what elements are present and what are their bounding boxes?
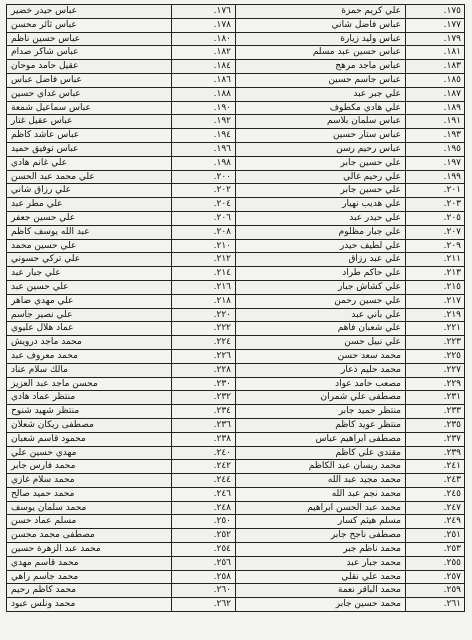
left-name-cell: علي حسين جعفر <box>7 212 172 225</box>
table-row <box>7 447 465 461</box>
left-name-cell: عماد هلال عليوي <box>7 322 172 335</box>
left-name-cell: محمد ماجد درويش <box>7 336 172 349</box>
right-name-cell: علي شعبان فاهم <box>236 322 406 335</box>
right-number-cell: ١٧٧. <box>406 19 465 32</box>
right-name-cell: علي نبيل حسن <box>236 336 406 349</box>
right-name-cell: محمد الباقر نعمة <box>236 584 406 597</box>
table-row <box>7 309 465 323</box>
right-name-cell: منتظر عويد كاظم <box>236 419 406 432</box>
right-name-cell: مصطفى علي شمران <box>236 391 406 404</box>
left-number-cell: ٢٣٨. <box>172 433 236 446</box>
left-name-cell: عباس عقيل غتار <box>7 115 172 128</box>
left-number-cell: ٢٥٠. <box>172 515 236 528</box>
left-number-cell: ٢٠٨. <box>172 226 236 239</box>
table-row <box>7 33 465 47</box>
right-name-cell: محمد حسين جابر <box>236 598 406 611</box>
left-name-cell: محمد فارس جابر <box>7 460 172 473</box>
left-number-cell: ٢٦٢. <box>172 598 236 611</box>
right-number-cell: ٢٣٩. <box>406 447 465 460</box>
right-name-cell: علي هديب نهيار <box>236 198 406 211</box>
right-name-cell: علي جبر عبد <box>236 88 406 101</box>
left-name-cell: علي غانم هادي <box>7 157 172 170</box>
left-number-cell: ١٨٤. <box>172 60 236 73</box>
table-row <box>7 336 465 350</box>
right-number-cell: ٢٣١. <box>406 391 465 404</box>
left-number-cell: ٢٢٢. <box>172 322 236 335</box>
left-number-cell: ٢٣٢. <box>172 391 236 404</box>
left-name-cell: عباس حيدر خضير <box>7 5 172 18</box>
right-name-cell: علي لطيف حيدر <box>236 240 406 253</box>
left-name-cell: منتظر شهيد شنوح <box>7 405 172 418</box>
right-name-cell: عباس سلمان بلاسم <box>236 115 406 128</box>
left-name-cell: محمد عبد الزهرة حسين <box>7 543 172 556</box>
left-name-cell: محمد سلمان يوسف <box>7 502 172 515</box>
left-name-cell: عباس غداي حسين <box>7 88 172 101</box>
right-number-cell: ١٩٩. <box>406 171 465 184</box>
left-number-cell: ٢٠٠. <box>172 171 236 184</box>
table-row <box>7 19 465 33</box>
left-number-cell: ١٩٨. <box>172 157 236 170</box>
table-row <box>7 474 465 488</box>
left-name-cell: محمد معروف عبد <box>7 350 172 363</box>
right-name-cell: مصطفى ابراهيم عباس <box>236 433 406 446</box>
right-number-cell: ١٨١. <box>406 46 465 59</box>
left-number-cell: ١٧٦. <box>172 5 236 18</box>
table-row <box>7 212 465 226</box>
table-row <box>7 322 465 336</box>
right-name-cell: محمد نجم عبد الله <box>236 488 406 501</box>
left-name-cell: علي مهدي ضاهر <box>7 295 172 308</box>
right-name-cell: علي كشاش جبار <box>236 281 406 294</box>
left-name-cell: علي حسين عبد <box>7 281 172 294</box>
right-name-cell: محمد عبد الحسن ابراهيم <box>236 502 406 515</box>
right-number-cell: ٢٤٩. <box>406 515 465 528</box>
table-row <box>7 571 465 585</box>
right-number-cell: ١٩٣. <box>406 129 465 142</box>
right-name-cell: علي رحيم غالي <box>236 171 406 184</box>
right-number-cell: ٢٥٩. <box>406 584 465 597</box>
right-name-cell: عباس رحيم رسن <box>236 143 406 156</box>
right-number-cell: ٢٥٥. <box>406 557 465 570</box>
left-name-cell: عباس ثائر محسن <box>7 19 172 32</box>
right-number-cell: ٢٢٣. <box>406 336 465 349</box>
left-name-cell: مهدي حسين علي <box>7 447 172 460</box>
table-row <box>7 46 465 60</box>
right-name-cell: علي حسين جابر <box>236 184 406 197</box>
right-name-cell: علي باني عبد <box>236 309 406 322</box>
left-number-cell: ٢٤٨. <box>172 502 236 515</box>
left-name-cell: مسلم عماد حسن <box>7 515 172 528</box>
table-row <box>7 584 465 598</box>
left-number-cell: ١٩٤. <box>172 129 236 142</box>
table-row <box>7 488 465 502</box>
table-row <box>7 143 465 157</box>
left-number-cell: ١٩٦. <box>172 143 236 156</box>
right-name-cell: علي عبد رزاق <box>236 253 406 266</box>
right-number-cell: ٢٠٩. <box>406 240 465 253</box>
left-number-cell: ٢٥٨. <box>172 571 236 584</box>
right-number-cell: ٢٣٧. <box>406 433 465 446</box>
left-name-cell: عباس فاضل عباس <box>7 74 172 87</box>
right-name-cell: مصطفى ناجح جابر <box>236 529 406 542</box>
right-number-cell: ٢١٧. <box>406 295 465 308</box>
right-number-cell: ٢٥١. <box>406 529 465 542</box>
left-number-cell: ٢٥٢. <box>172 529 236 542</box>
right-name-cell: علي حاكم طراد <box>236 267 406 280</box>
right-number-cell: ١٨٧. <box>406 88 465 101</box>
left-number-cell: ٢٢٦. <box>172 350 236 363</box>
left-name-cell: علي رزاق شاني <box>7 184 172 197</box>
table-row <box>7 419 465 433</box>
left-name-cell: عباس سماعيل شمعة <box>7 102 172 115</box>
right-number-cell: ٢٢٥. <box>406 350 465 363</box>
table-row <box>7 5 465 19</box>
table-row <box>7 74 465 88</box>
left-name-cell: علي جبار عبد <box>7 267 172 280</box>
right-name-cell: عباس جاسم حسين <box>236 74 406 87</box>
right-number-cell: ٢٠٧. <box>406 226 465 239</box>
right-number-cell: ٢٥٧. <box>406 571 465 584</box>
left-name-cell: محمد سلام غازي <box>7 474 172 487</box>
left-name-cell: محمود قاسم شعبان <box>7 433 172 446</box>
left-name-cell: محمد جاسم راهي <box>7 571 172 584</box>
table-row <box>7 171 465 185</box>
left-number-cell: ٢٣٠. <box>172 378 236 391</box>
left-name-cell: محمد حميد صالح <box>7 488 172 501</box>
table-row <box>7 115 465 129</box>
left-name-cell: محمد ونلس عبود <box>7 598 172 611</box>
left-number-cell: ١٧٨. <box>172 19 236 32</box>
right-number-cell: ٢١٩. <box>406 309 465 322</box>
left-number-cell: ٢١٤. <box>172 267 236 280</box>
right-number-cell: ٢٢١. <box>406 322 465 335</box>
right-name-cell: علي حيدر عبد <box>236 212 406 225</box>
right-name-cell: منتظر حميد جابر <box>236 405 406 418</box>
left-number-cell: ٢١٢. <box>172 253 236 266</box>
left-number-cell: ٢٥٤. <box>172 543 236 556</box>
table-row <box>7 460 465 474</box>
left-name-cell: مصطفى ريكان شعلان <box>7 419 172 432</box>
left-number-cell: ٢١٦. <box>172 281 236 294</box>
left-name-cell: مصطفى محمد محسن <box>7 529 172 542</box>
right-name-cell: مصعب حامد عواد <box>236 378 406 391</box>
right-number-cell: ٢٦١. <box>406 598 465 611</box>
right-name-cell: عباس ستار حسين <box>236 129 406 142</box>
left-name-cell: عباس شاكر صدام <box>7 46 172 59</box>
left-number-cell: ٢٢٨. <box>172 364 236 377</box>
left-number-cell: ٢٤٢. <box>172 460 236 473</box>
left-name-cell: علي نصير جاسم <box>7 309 172 322</box>
right-number-cell: ٢٠١. <box>406 184 465 197</box>
right-number-cell: ٢٣٥. <box>406 419 465 432</box>
left-name-cell: عباس توفيق حميد <box>7 143 172 156</box>
names-table <box>6 4 465 612</box>
right-name-cell: عباس فاضل شاني <box>236 19 406 32</box>
right-name-cell: مقتدى علي كاظم <box>236 447 406 460</box>
table-row <box>7 281 465 295</box>
table-row <box>7 198 465 212</box>
left-number-cell: ٢١٨. <box>172 295 236 308</box>
table-row <box>7 557 465 571</box>
right-number-cell: ١٩٧. <box>406 157 465 170</box>
right-number-cell: ٢١٥. <box>406 281 465 294</box>
left-name-cell: عباس عاشد كاظم <box>7 129 172 142</box>
right-number-cell: ١٧٥. <box>406 5 465 18</box>
left-number-cell: ١٨٢. <box>172 46 236 59</box>
left-name-cell: محمد قاسم مهدي <box>7 557 172 570</box>
right-number-cell: ٢٤٥. <box>406 488 465 501</box>
table-row <box>7 253 465 267</box>
left-number-cell: ١٩٠. <box>172 102 236 115</box>
right-number-cell: ١٨٥. <box>406 74 465 87</box>
left-name-cell: علي محمد عبد الحسن <box>7 171 172 184</box>
left-number-cell: ٢٤٦. <box>172 488 236 501</box>
table-row <box>7 226 465 240</box>
table-row <box>7 405 465 419</box>
right-number-cell: ٢١٣. <box>406 267 465 280</box>
table-row <box>7 240 465 254</box>
right-number-cell: ٢٢٧. <box>406 364 465 377</box>
right-number-cell: ١٨٩. <box>406 102 465 115</box>
right-name-cell: عباس ماجد مرهج <box>236 60 406 73</box>
right-number-cell: ١٨٣. <box>406 60 465 73</box>
table-row <box>7 515 465 529</box>
left-name-cell: علي حسين محمد <box>7 240 172 253</box>
left-name-cell: عقيل حامد موحان <box>7 60 172 73</box>
left-number-cell: ١٨٠. <box>172 33 236 46</box>
left-number-cell: ١٩٢. <box>172 115 236 128</box>
right-number-cell: ٢٢٩. <box>406 378 465 391</box>
table-row <box>7 295 465 309</box>
right-name-cell: محمد سعد حسن <box>236 350 406 363</box>
left-number-cell: ٢٢٠. <box>172 309 236 322</box>
left-number-cell: ٢٠٦. <box>172 212 236 225</box>
left-number-cell: ١٨٨. <box>172 88 236 101</box>
left-name-cell: مالك سلام عناد <box>7 364 172 377</box>
table-row <box>7 88 465 102</box>
right-name-cell: محمد علي نقلي <box>236 571 406 584</box>
right-number-cell: ٢٠٥. <box>406 212 465 225</box>
left-number-cell: ٢٢٤. <box>172 336 236 349</box>
right-number-cell: ٢٠٣. <box>406 198 465 211</box>
table-row <box>7 364 465 378</box>
left-number-cell: ٢٣٦. <box>172 419 236 432</box>
right-number-cell: ١٩١. <box>406 115 465 128</box>
left-number-cell: ٢٤٠. <box>172 447 236 460</box>
right-name-cell: علي حسين جابر <box>236 157 406 170</box>
left-number-cell: ٢٤٤. <box>172 474 236 487</box>
table-row <box>7 433 465 447</box>
table-row <box>7 184 465 198</box>
left-name-cell: علي تركي حسوني <box>7 253 172 266</box>
right-name-cell: محمد حليم ذعار <box>236 364 406 377</box>
right-number-cell: ١٩٥. <box>406 143 465 156</box>
table-row <box>7 391 465 405</box>
right-name-cell: محمد ريسان عبد الكاظم <box>236 460 406 473</box>
right-number-cell: ٢١١. <box>406 253 465 266</box>
table-row <box>7 102 465 116</box>
right-number-cell: ٢٤١. <box>406 460 465 473</box>
table-row <box>7 543 465 557</box>
right-name-cell: عباس وليد زيارة <box>236 33 406 46</box>
left-number-cell: ٢٠٢. <box>172 184 236 197</box>
right-name-cell: علي جبار مظلوم <box>236 226 406 239</box>
left-number-cell: ٢١٠. <box>172 240 236 253</box>
table-row <box>7 529 465 543</box>
left-number-cell: ٢٣٤. <box>172 405 236 418</box>
right-number-cell: ٢٤٧. <box>406 502 465 515</box>
table-row <box>7 502 465 516</box>
right-name-cell: عباس حسين عبد مسلم <box>236 46 406 59</box>
right-name-cell: محمد مجيد عبد الله <box>236 474 406 487</box>
table-row <box>7 598 465 612</box>
left-name-cell: محمد كاظم رحيم <box>7 584 172 597</box>
left-name-cell: محسن ماجد عبد العزيز <box>7 378 172 391</box>
table-row <box>7 350 465 364</box>
right-name-cell: محمد ناظم جبر <box>236 543 406 556</box>
right-number-cell: ٢٥٣. <box>406 543 465 556</box>
right-number-cell: ٢٣٣. <box>406 405 465 418</box>
left-number-cell: ٢٠٤. <box>172 198 236 211</box>
left-number-cell: ٢٦٠. <box>172 584 236 597</box>
left-number-cell: ١٨٦. <box>172 74 236 87</box>
right-name-cell: علي حسين رحمن <box>236 295 406 308</box>
left-name-cell: عباس حسين ناظم <box>7 33 172 46</box>
left-name-cell: علي مطر عبد <box>7 198 172 211</box>
left-number-cell: ٢٥٦. <box>172 557 236 570</box>
right-number-cell: ٢٤٣. <box>406 474 465 487</box>
left-name-cell: عبد الله يوسف كاظم <box>7 226 172 239</box>
table-row <box>7 267 465 281</box>
table-row <box>7 157 465 171</box>
table-row <box>7 60 465 74</box>
right-number-cell: ١٧٩. <box>406 33 465 46</box>
right-name-cell: محمد جبار عبد <box>236 557 406 570</box>
table-row <box>7 378 465 392</box>
right-name-cell: مسلم هيثم كسار <box>236 515 406 528</box>
table-row <box>7 129 465 143</box>
right-name-cell: علي كريم حمزة <box>236 5 406 18</box>
right-name-cell: علي هادي مكطوف <box>236 102 406 115</box>
left-name-cell: منتظر عماد هادي <box>7 391 172 404</box>
